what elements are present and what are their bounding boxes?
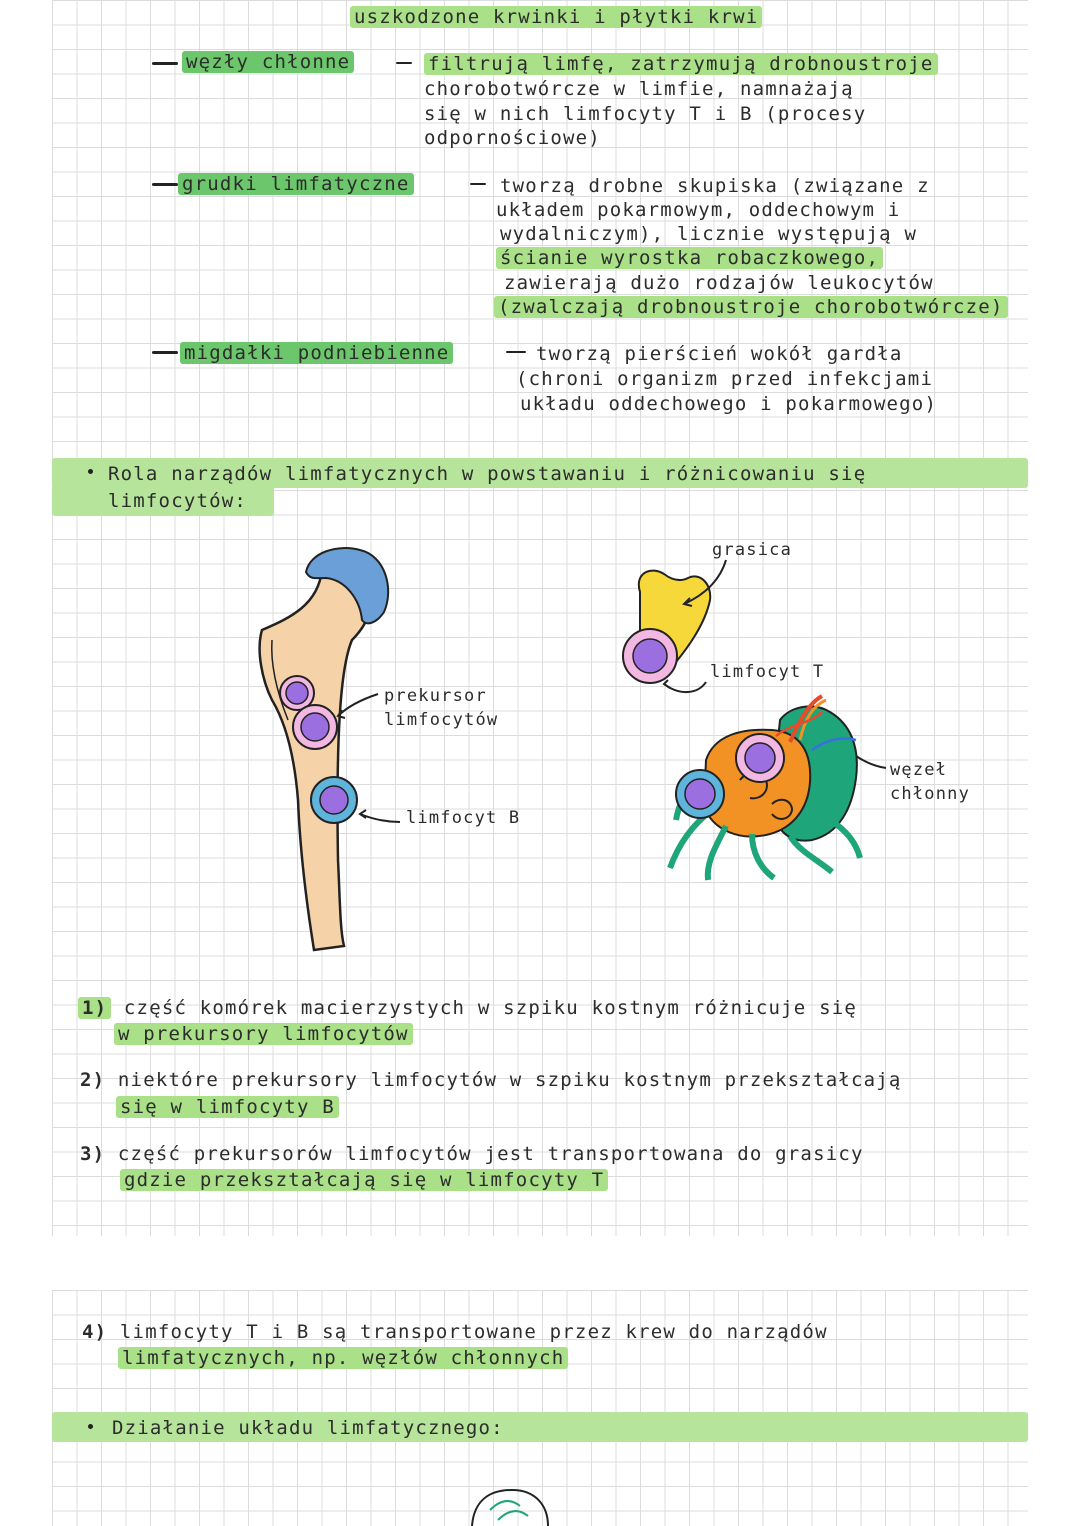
- organ-name-lymph-nodes: węzły chłonne: [182, 50, 354, 74]
- step-1-line-2: w prekursory limfocytów: [114, 1022, 413, 1046]
- organ-3-line-3: układu oddechowego i pokarmowego): [520, 393, 938, 415]
- step-4-line-1: 4) limfocyty T i B są transportowane przez krew do narządów: [82, 1321, 828, 1343]
- step-3-line-1: 3) część prekursorów limfocytów jest transportowana do grasicy: [80, 1143, 864, 1165]
- label-b-cell: limfocyt B: [406, 808, 521, 828]
- organ-1-line-2: chorobotwórcze w limfie, namnażają: [424, 78, 854, 100]
- section-heading-1-line-2: limfocytów:: [108, 490, 248, 512]
- label-node-2: chłonny: [890, 784, 971, 804]
- organ-2-line-2: układem pokarmowym, oddechowym i: [496, 199, 901, 221]
- organ-name-lymph-follicles: grudki limfatyczne: [178, 172, 414, 196]
- bone-shaft: [260, 558, 372, 950]
- organ-3-line-1: tworzą pierścień wokół gardła: [536, 343, 903, 365]
- step-3-line-2: gdzie przekształcają się w limfocyty T: [120, 1168, 608, 1192]
- organ-2-line-1: tworzą drobne skupiska (związane z: [500, 175, 930, 197]
- step-1-line-1: 1) część komórek macierzystych w szpiku kostnym różnicuje się: [78, 996, 857, 1020]
- section-heading-1-line-1: Rola narządów limfatycznych w powstawaniu i różnicowaniu się: [108, 463, 867, 485]
- organ-2-line-3: wydalniczym), licznie występują w: [500, 223, 918, 245]
- organ-1-line-4: odpornościowe): [424, 127, 601, 149]
- label-precursor-2: limfocytów: [384, 710, 499, 730]
- organ-2-line-6: (zwalczają drobnoustroje chorobotwórcze): [494, 295, 1008, 319]
- lymph-node: [670, 696, 860, 880]
- organ-3-line-2: (chroni organizm przed infekcjami: [516, 368, 934, 390]
- step-2-line-2: się w limfocyty B: [116, 1095, 339, 1119]
- organ-2-line-5: zawierają dużo rodzajów leukocytów: [504, 272, 934, 294]
- label-t-cell: limfocyt T: [710, 662, 825, 682]
- step-2-line-1: 2) niektóre prekursory limfocytów w szpiku kostnym przekształcają: [80, 1069, 902, 1091]
- organ-name-tonsils: migdałki podniebienne: [180, 341, 453, 365]
- organ-1-line-1: filtrują limfę, zatrzymują drobnoustroje: [424, 52, 938, 76]
- label-precursor-1: prekursor: [384, 686, 487, 706]
- section-heading-2: Działanie układu limfatycznego:: [112, 1417, 504, 1439]
- organ-1-line-3: się w nich limfocyty T i B (procesy: [424, 103, 867, 125]
- label-thymus: grasica: [712, 540, 793, 560]
- top-line: uszkodzone krwinki i płytki krwi: [350, 5, 762, 29]
- bullet-2: [88, 1424, 93, 1429]
- partial-sketch: [472, 1490, 548, 1526]
- step-4-line-2: limfatycznych, np. węzłów chłonnych: [118, 1346, 568, 1370]
- label-node-1: węzeł: [890, 760, 948, 780]
- organ-2-line-4: ścianie wyrostka robaczkowego,: [496, 246, 883, 270]
